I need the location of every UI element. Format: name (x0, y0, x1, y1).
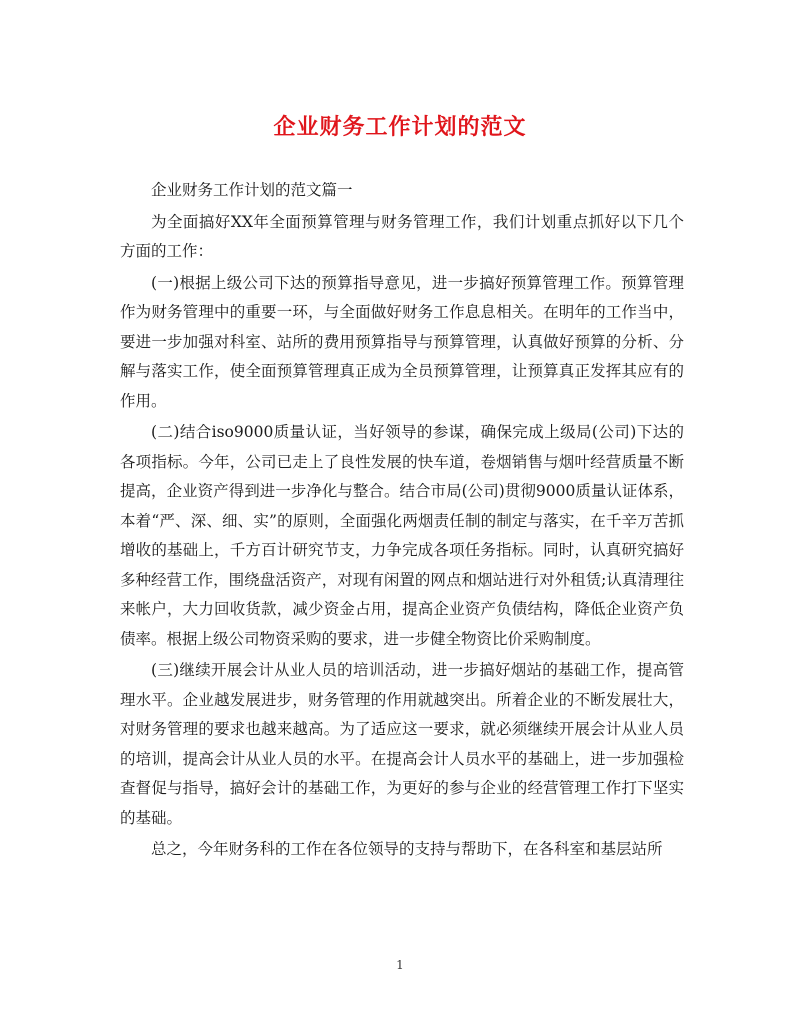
paragraph-section-1: (一)根据上级公司下达的预算指导意见，进一步搞好预算管理工作。预算管理作为财务管理中的重要一环，与全面做好财务工作息息相关。在明年的工作当中，要进一步加强对科室、站所的费用预算指导与预算管理，认真做好预算的分析、分解与落实工作，使全面预算管理真正成为全员预算管理，让预算真正发挥其应有的作用。 (120, 273, 684, 410)
paragraph-summary: 总之，今年财务科的工作在各位领导的支持与帮助下，在各科室和基层站所 (151, 840, 663, 858)
page-number: 1 (396, 958, 404, 972)
paragraph-section-2: (二)结合iso9000质量认证，当好领导的参谋，确保完成上级局(公司)下达的各项指标。今年，公司已走上了良性发展的快车道，卷烟销售与烟叶经营质量不断提高，企业资产得到进一步净化与整合。结合市局(公司)贯彻9000质量认证体系，本着“严、深、细、实”的原则，全面强化两烟责任制的制定与落实，在千辛万苦抓增收的基础上，千方百计研究节支，力争完成各项任务指标。同时，认真研究搞好多种经营工作，围绕盘活资产，对现有闲置的网点和烟站进行对外租赁;认真清理往来帐户，大力回收货款，减少资金占用，提高企业资产负债结构，降低企业资产负债率。根据上级公司物资采购的要求，进一步健全物资比价采购制度。 (120, 423, 684, 648)
paragraph-subtitle: 企业财务工作计划的范文篇一 (151, 181, 353, 199)
document-body (120, 176, 684, 867)
document-title: 企业财务工作计划的范文 (273, 114, 527, 140)
paragraph-intro: 为全面搞好XX年全面预算管理与财务管理工作，我们计划重点抓好以下几个方面的工作： (120, 212, 684, 260)
paragraph-section-3: (三)继续开展会计从业人员的培训活动，进一步搞好烟站的基础工作，提高管理水平。企业越发展进步，财务管理的作用就越突出。所着企业的不断发展壮大，对财务管理的要求也越来越高。为了适应这一要求，就必须继续开展会计从业人员的培训，提高会计从业人员的水平。在提高会计人员水平的基础上，进一步加强检查督促与指导，搞好会计的基础工作，为更好的参与企业的经营管理工作打下坚实的基础。 (120, 661, 684, 827)
